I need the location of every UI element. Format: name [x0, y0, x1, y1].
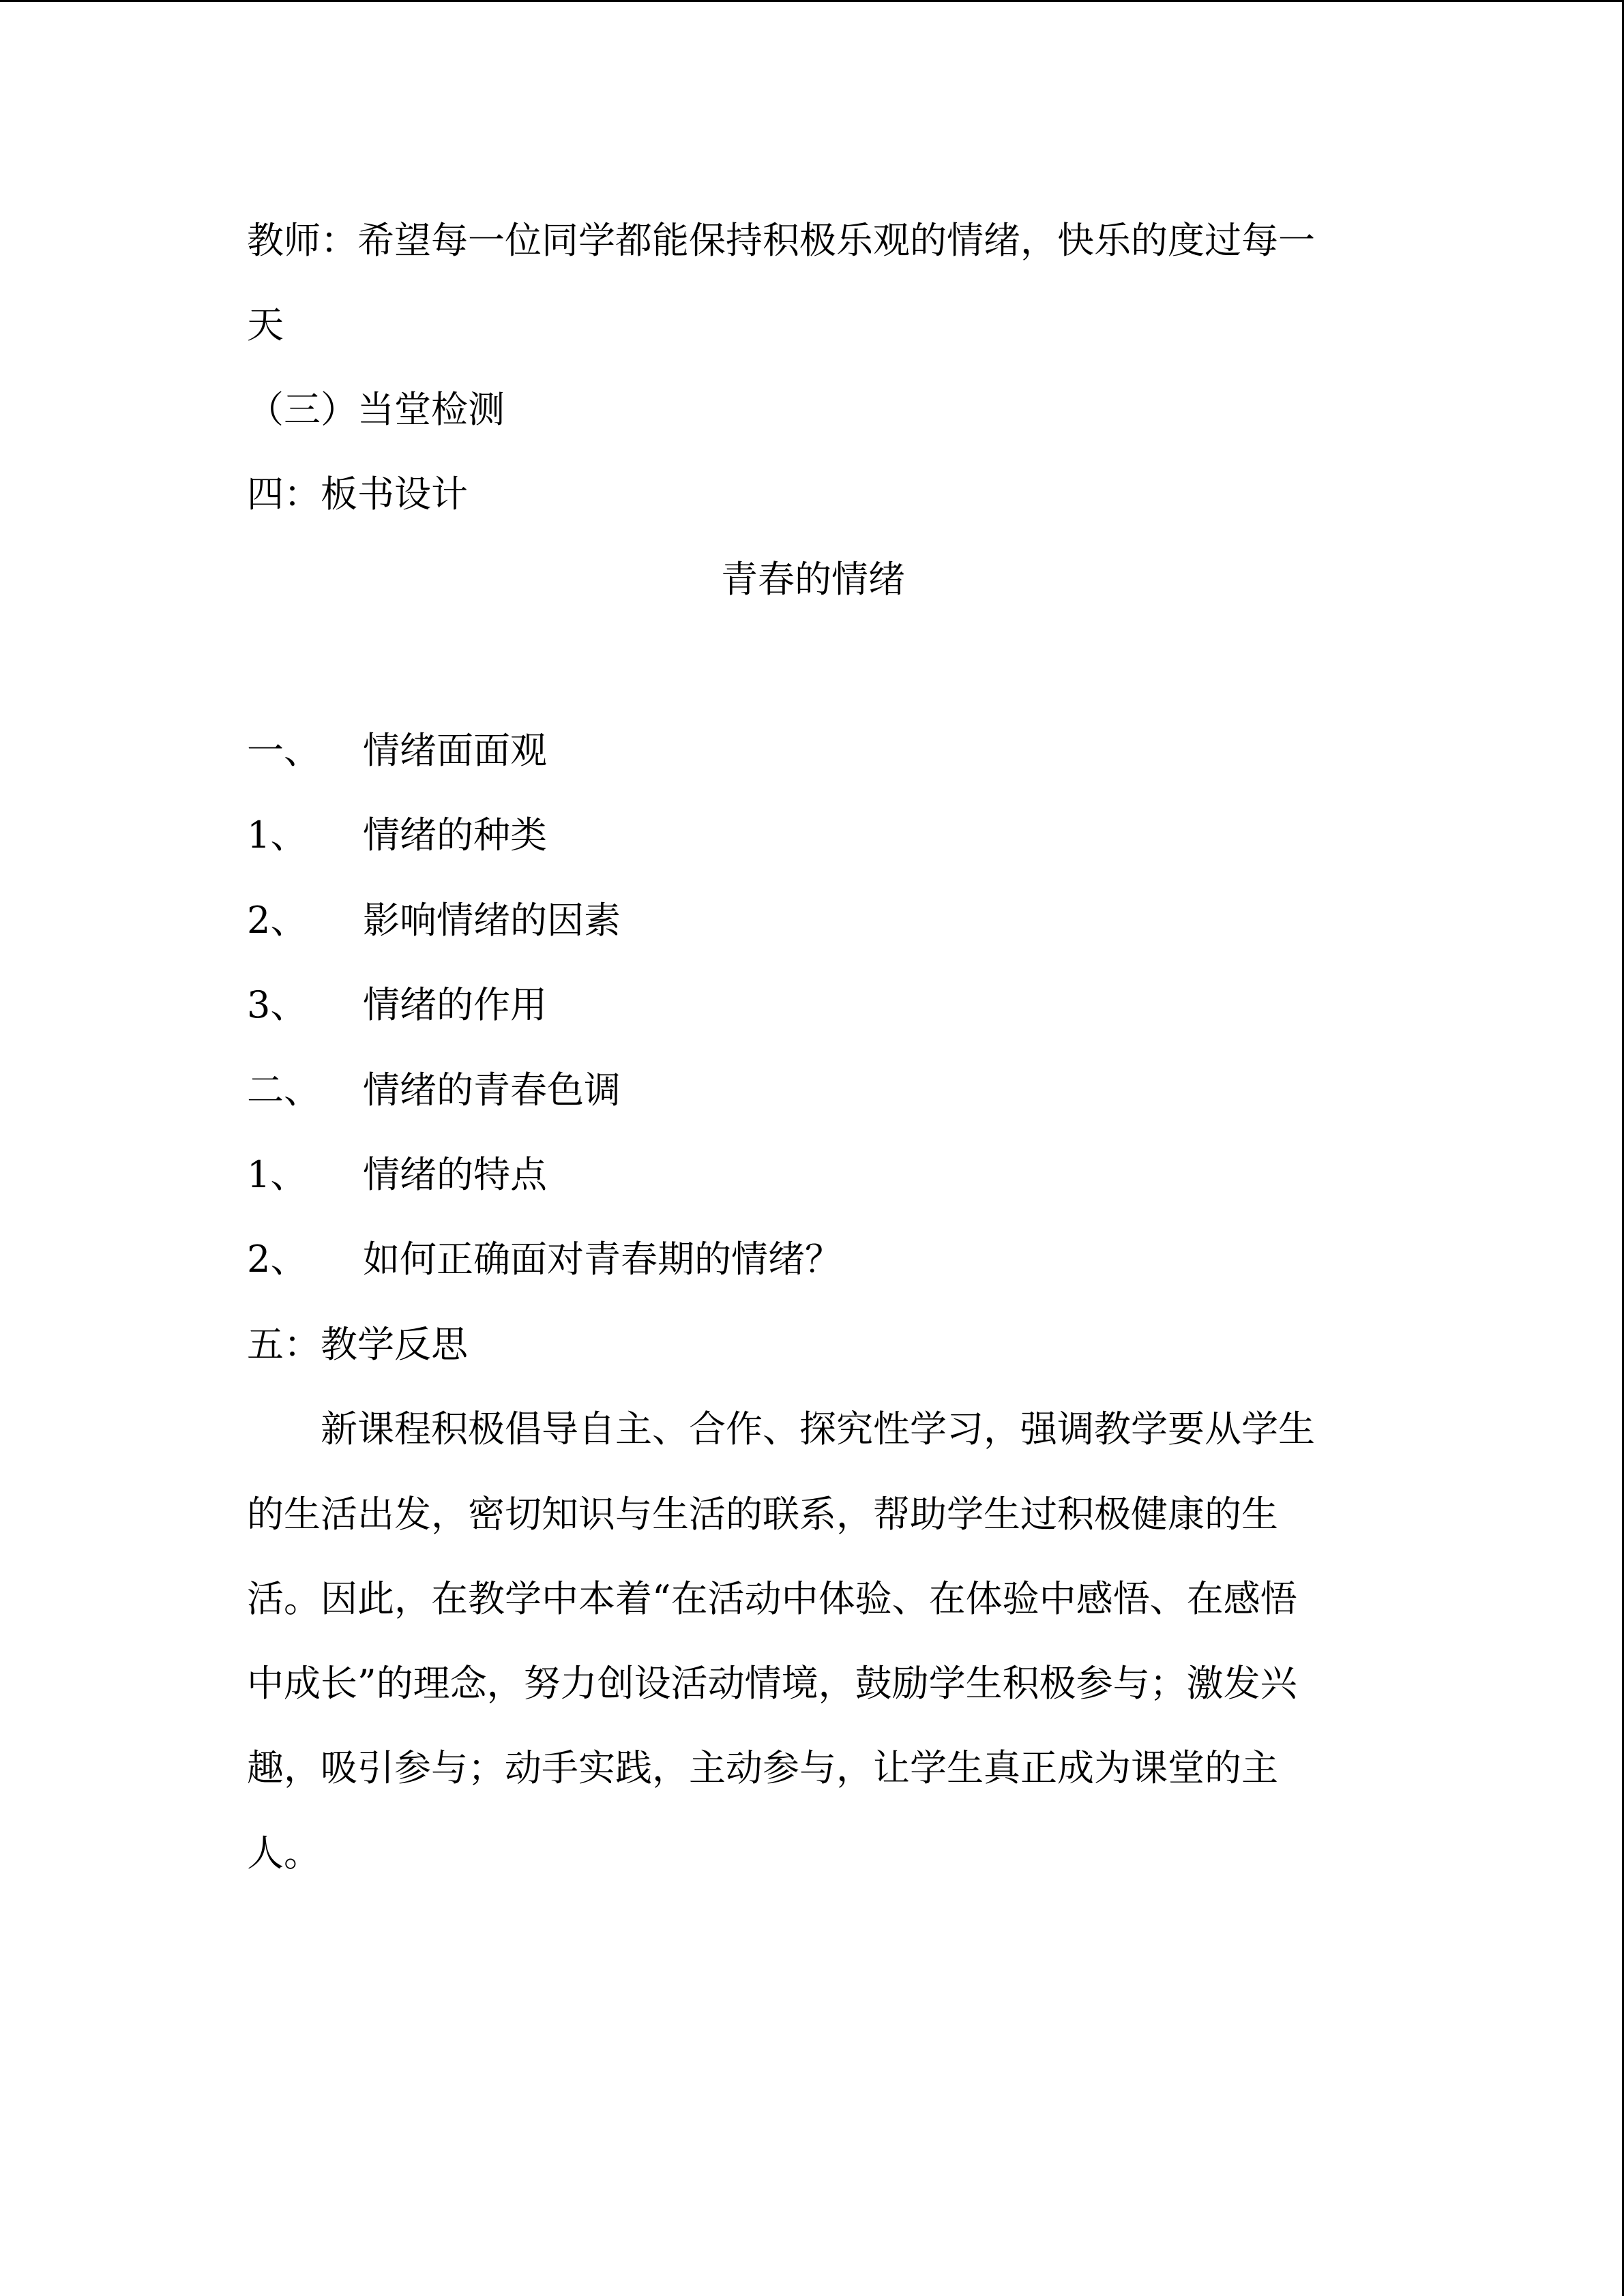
page-top-border	[0, 0, 1624, 2]
outline-item	[247, 811, 547, 859]
outline-number: 2、	[247, 899, 308, 942]
reflection-line: 新课程积极倡导自主、合作、探究性学习，强调教学要从学生	[247, 1407, 1315, 1450]
outline-number: 一、	[247, 729, 321, 772]
section-heading-board: 四：板书设计	[247, 473, 468, 516]
teacher-remark-line-2: 天	[247, 303, 284, 346]
outline-item	[247, 1151, 547, 1199]
outline-item	[247, 1067, 621, 1114]
outline-text: 影响情绪的因素	[363, 899, 621, 942]
outline-number: 1、	[247, 1153, 308, 1196]
outline-item	[247, 981, 547, 1029]
outline-text: 情绪的青春色调	[363, 1069, 621, 1112]
board-title: 青春的情绪	[721, 558, 905, 601]
outline-item	[247, 1236, 842, 1283]
reflection-line: 中成长”的理念，努力创设活动情境，鼓励学生积极参与；激发兴	[247, 1662, 1297, 1705]
outline-text: 如何正确面对青春期的情绪？	[363, 1238, 842, 1281]
reflection-line: 人。	[247, 1832, 321, 1875]
reflection-line: 的生活出发，密切知识与生活的联系，帮助学生过积极健康的生	[247, 1493, 1278, 1536]
reflection-line: 趣，吸引参与；动手实践，主动参与，让学生真正成为课堂的主	[247, 1746, 1278, 1789]
section-heading-reflection: 五：教学反思	[247, 1323, 468, 1366]
outline-text: 情绪的作用	[363, 983, 547, 1026]
outline-text: 情绪的特点	[363, 1153, 547, 1196]
outline-number: 1、	[247, 814, 308, 856]
outline-number: 3、	[247, 983, 308, 1026]
outline-text: 情绪面面观	[363, 729, 547, 772]
outline-item	[247, 897, 621, 944]
outline-text: 情绪的种类	[363, 814, 547, 856]
outline-number: 二、	[247, 1069, 321, 1112]
teacher-remark-line-1: 教师：希望每一位同学都能保持积极乐观的情绪，快乐的度过每一	[247, 219, 1315, 262]
outline-item	[247, 727, 547, 775]
outline-number: 2、	[247, 1238, 308, 1281]
section-heading-check: （三）当堂检测	[247, 388, 505, 431]
reflection-line: 活。因此，在教学中本着“在活动中体验、在体验中感悟、在感悟	[247, 1577, 1297, 1620]
